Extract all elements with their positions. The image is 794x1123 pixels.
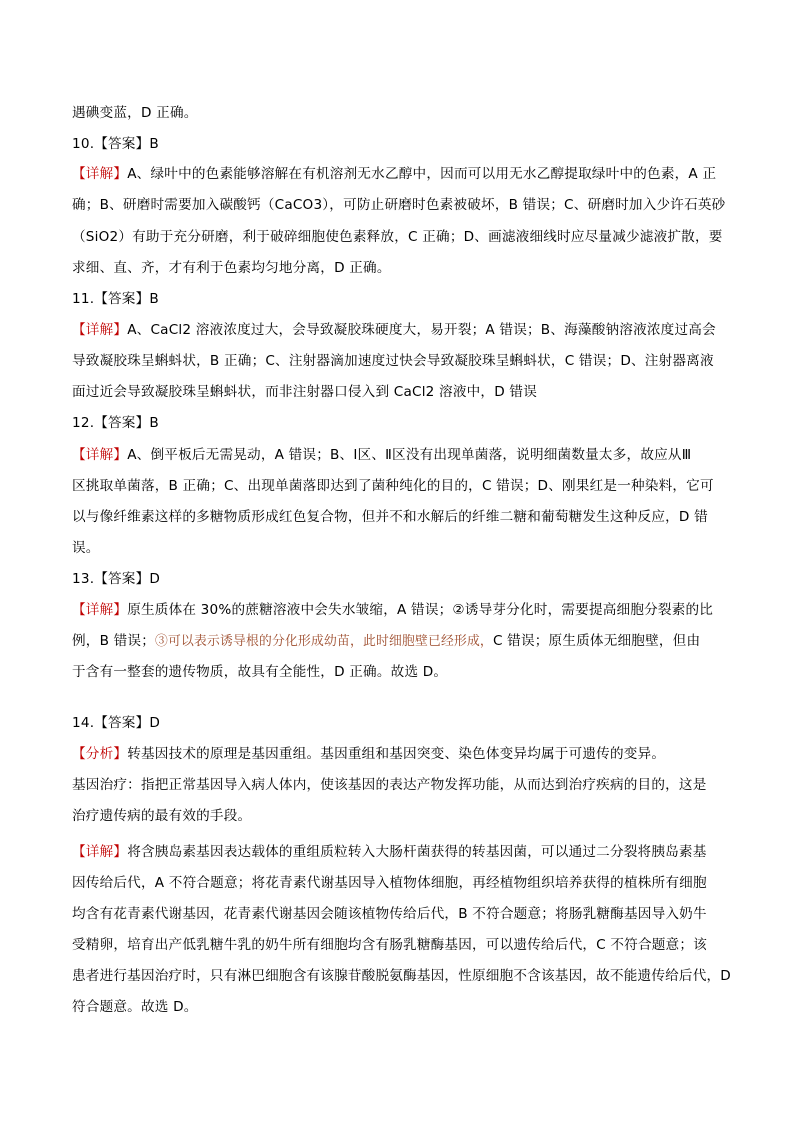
answer-heading-13 [72, 569, 752, 589]
text-segment: 误。 [72, 540, 100, 556]
text-segment: ③可以表示诱导根的分化形成幼苗，此时细胞壁已经形成， [155, 634, 493, 649]
text-line [72, 600, 752, 620]
text-line [72, 476, 752, 496]
text-segment: 12.【答案】B [72, 415, 159, 431]
text-line [72, 873, 752, 893]
section-label: 【详解】 [72, 447, 128, 463]
text-segment: 14.【答案】D [72, 715, 161, 731]
text-line [72, 904, 752, 924]
text-line [72, 382, 752, 402]
text-segment: 均含有花青素代谢基因，花青素代谢基因会随该植物传给后代，B 不符合题意；将肠乳糖酶基因导入奶牛 [72, 906, 707, 922]
text-segment: 以与像纤维素这样的多糖物质形成红色复合物，但并不和水解后的纤维二糖和葡萄糖发生这种反应，D 错 [72, 509, 708, 525]
text-segment: 例，B 错误； [72, 633, 156, 649]
text-line [72, 227, 752, 247]
text-line [72, 997, 752, 1017]
text-segment: （SiO2）有助于充分研磨，利于破碎细胞使色素释放，C 正确；D、画滤液细线时应尽量减少滤液扩散，要 [72, 229, 723, 245]
text-segment: 导致凝胶珠呈蝌蚪状，B 正确；C、注射器滴加速度过快会导致凝胶珠呈蝌蚪状，C 错误；D、注射器离液 [72, 353, 714, 369]
answer-heading-10 [72, 134, 752, 154]
section-label: 【详解】 [72, 602, 128, 618]
text-segment: A、绿叶中的色素能够溶解在有机溶剂无水乙醇中，因而可以用无水乙醇提取绿叶中的色素，A 正 [127, 166, 717, 182]
text-line [72, 966, 752, 986]
section-label: 【详解】 [72, 322, 128, 338]
text-line [72, 662, 752, 682]
text-segment: 区挑取单菌落，B 正确；C、出现单菌落即达到了菌种纯化的目的，C 错误；D、刚果红是一种染料，它可 [72, 478, 714, 494]
text-segment: 受精卵，培育出产低乳糖牛乳的奶牛所有细胞均含有肠乳糖酶基因，可以遗传给后代，C 不符合题意；该 [72, 937, 707, 953]
text-line [72, 935, 752, 955]
answer-heading-12 [72, 413, 752, 433]
text-segment: 将含胰岛素基因表达载体的重组质粒转入大肠杆菌获得的转基因菌，可以通过二分裂将胰岛素基 [127, 844, 707, 860]
text-segment: 符合题意。故选 D。 [72, 999, 198, 1015]
text-line [72, 507, 752, 527]
text-line [72, 744, 752, 764]
text-segment: 治疗遗传病的最有效的手段。 [72, 808, 252, 824]
text-line [72, 538, 752, 558]
text-line [72, 258, 752, 278]
text-line [72, 103, 752, 123]
answer-heading-11 [72, 289, 752, 309]
text-segment: 因传给后代，A 不符合题意；将花青素代谢基因导入植物体细胞，再经植物组织培养获得的植株所有细胞 [72, 875, 707, 891]
section-label: 【详解】 [72, 166, 128, 182]
text-line [72, 195, 752, 215]
section-label: 【分析】 [72, 746, 128, 762]
text-segment: 遇碘变蓝，D 正确。 [72, 105, 198, 121]
text-segment: 患者进行基因治疗时，只有淋巴细胞含有该腺苷酸脱氨酶基因，性原细胞不含该基因，故不能遗传给后代，D [72, 968, 731, 984]
answer-heading-14 [72, 713, 752, 733]
text-segment: 转基因技术的原理是基因重组。基因重组和基因突变、染色体变异均属于可遗传的变异。 [127, 746, 666, 762]
text-segment: 11.【答案】B [72, 291, 159, 307]
text-segment: 基因治疗：指把正常基因导入病人体内，使该基因的表达产物发挥功能，从而达到治疗疾病的目的，这是 [72, 777, 707, 793]
text-segment: 于含有一整套的遗传物质，故具有全能性，D 正确。故选 D。 [72, 664, 448, 680]
text-line [72, 320, 752, 340]
text-segment: 13.【答案】D [72, 571, 161, 587]
text-segment: 面过近会导致凝胶珠呈蝌蚪状，而非注射器口侵入到 CaCl2 溶液中，D 错误 [72, 384, 537, 400]
text-line [72, 806, 752, 826]
text-line [72, 164, 752, 184]
text-line [72, 631, 752, 652]
text-segment: 确；B、研磨时需要加入碳酸钙（CaCO3），可防止研磨时色素被破坏，B 错误；C、研磨时加入少许石英砂 [72, 197, 726, 213]
text-segment: 原生质体在 30%的蔗糖溶液中会失水皱缩，A 错误；②诱导芽分化时，需要提高细胞分裂素的比 [127, 602, 714, 618]
text-segment: C 错误；原生质体无细胞壁，但由 [492, 633, 701, 649]
section-label: 【详解】 [72, 844, 128, 860]
text-segment: 求细、直、齐，才有利于色素均匀地分离，D 正确。 [72, 260, 391, 276]
text-segment: A、倒平板后无需晃动，A 错误；B、Ⅰ区、Ⅱ区没有出现单菌落，说明细菌数量太多，故应从Ⅲ [127, 447, 692, 463]
text-segment: 10.【答案】B [72, 136, 159, 152]
text-line [72, 445, 752, 465]
text-line [72, 775, 752, 795]
text-line [72, 842, 752, 862]
text-line [72, 351, 752, 371]
text-segment: A、CaCl2 溶液浓度过大，会导致凝胶珠硬度大，易开裂；A 错误；B、海藻酸钠溶液浓度过高会 [127, 322, 716, 338]
